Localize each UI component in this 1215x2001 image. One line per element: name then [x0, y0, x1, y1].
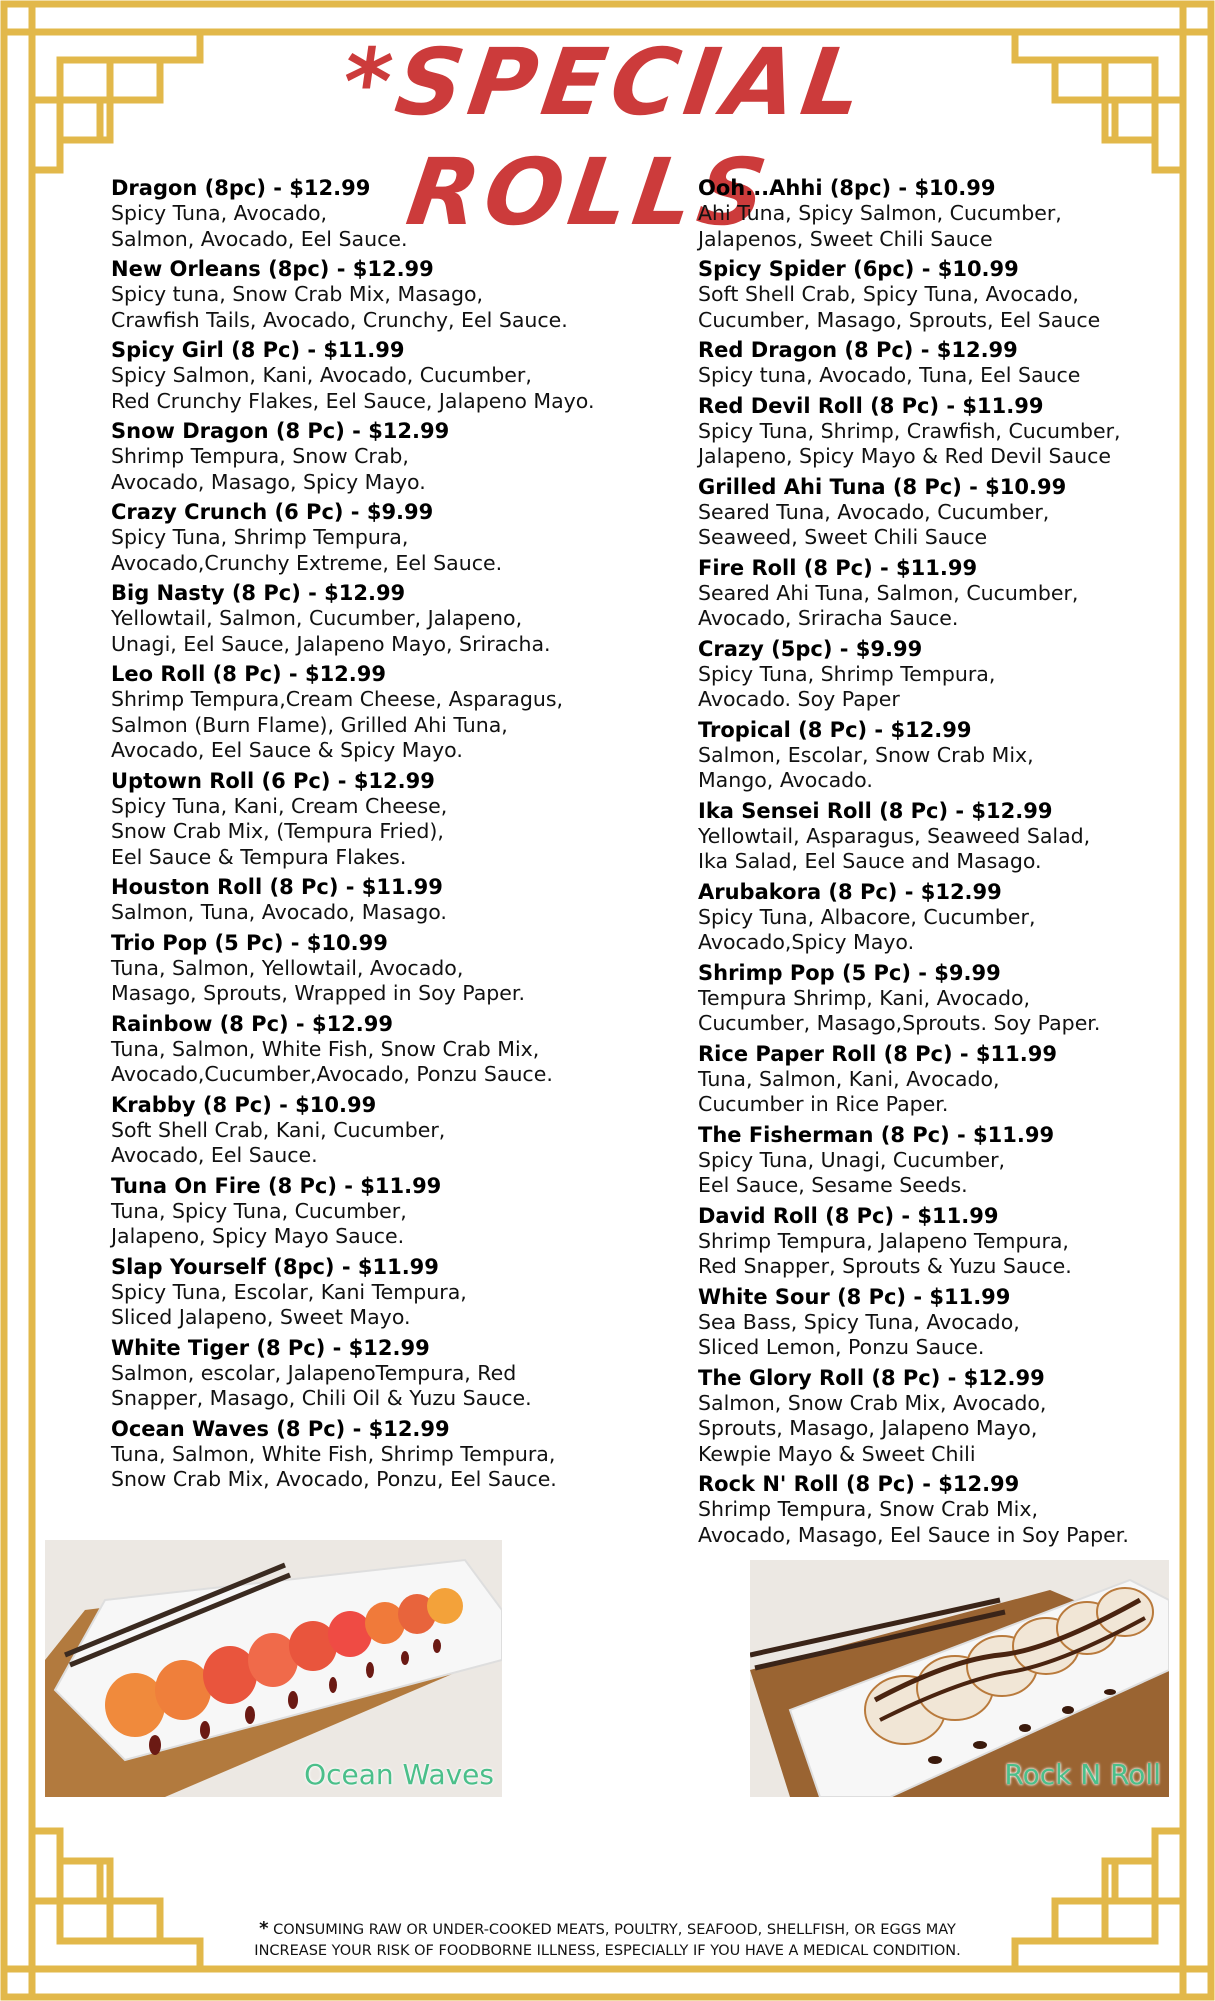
menu-item-description: Spicy Tuna, Unagi, Cucumber, Eel Sauce, Sesame Seeds. [698, 1147, 1006, 1197]
menu-item [111, 769, 671, 871]
menu-item [111, 1417, 671, 1493]
menu-item-description: Shrimp Tempura, Snow Crab, Avocado, Masago, Spicy Mayo. [111, 444, 426, 494]
menu-item [698, 1123, 1178, 1199]
menu-item-description: Sea Bass, Spicy Tuna, Avocado, Sliced Lemon, Ponzu Sauce. [698, 1309, 1020, 1359]
menu-item-description: Tuna, Spicy Tuna, Cucumber, Jalapeno, Spicy Mayo Sauce. [111, 1198, 407, 1248]
menu-item-name: Uptown Roll (6 Pc) - $12.99 [111, 768, 435, 793]
menu-item-name: Dragon (8pc) - $12.99 [111, 176, 371, 200]
menu-item-description: Spicy Tuna, Kani, Cream Cheese, Snow Crab Mix, (Tempura Fried), Eel Sauce & Tempura Flakes. [111, 793, 448, 869]
menu-item [698, 1204, 1178, 1280]
menu-item [698, 799, 1178, 875]
menu-item [698, 880, 1178, 956]
menu-item-name: Trio Pop (5 Pc) - $10.99 [111, 930, 388, 955]
menu-item [698, 176, 1178, 252]
menu-item-name: White Tiger (8 Pc) - $12.99 [111, 1335, 430, 1360]
menu-item-name: Grilled Ahi Tuna (8 Pc) - $10.99 [698, 474, 1067, 499]
menu-item [698, 961, 1178, 1037]
menu-item-description: Tuna, Salmon, White Fish, Shrimp Tempura, Snow Crab Mix, Avocado, Ponzu, Eel Sauce. [111, 1441, 557, 1491]
menu-item-description: Salmon, Escolar, Snow Crab Mix, Mango, Avocado. [698, 742, 1034, 792]
menu-item [111, 662, 671, 764]
food-safety-disclaimer [160, 1918, 1055, 1962]
menu-item [698, 637, 1178, 713]
menu-column-right [698, 176, 1178, 1553]
menu-item-description: Shrimp Tempura, Jalapeno Tempura, Red Snapper, Sprouts & Yuzu Sauce. [698, 1228, 1072, 1278]
menu-item [111, 338, 671, 414]
menu-item-description: Tuna, Salmon, White Fish, Snow Crab Mix, Avocado,Cucumber,Avocado, Ponzu Sauce. [111, 1036, 553, 1086]
menu-item-name: Ocean Waves (8 Pc) - $12.99 [111, 1416, 450, 1441]
menu-item-description: Spicy Tuna, Shrimp, Crawfish, Cucumber, Jalapeno, Spicy Mayo & Red Devil Sauce [698, 418, 1121, 468]
menu-item-name: Houston Roll (8 Pc) - $11.99 [111, 875, 443, 899]
menu-item [698, 1285, 1178, 1361]
menu-item-description: Soft Shell Crab, Spicy Tuna, Avocado, Cucumber, Masago, Sprouts, Eel Sauce [698, 282, 1101, 332]
menu-item-name: Tropical (8 Pc) - $12.99 [698, 717, 972, 742]
disclaimer-asterisk: * [259, 1918, 269, 1939]
menu-item [698, 1472, 1178, 1548]
menu-item [111, 419, 671, 495]
menu-item [698, 257, 1178, 333]
menu-item-description: Yellowtail, Asparagus, Seaweed Salad, Ika Salad, Eel Sauce and Masago. [698, 823, 1091, 873]
page-title: *SPECIAL ROLLS [335, 29, 875, 246]
menu-item-description: Spicy tuna, Snow Crab Mix, Masago, Crawfish Tails, Avocado, Crunchy, Eel Sauce. [111, 282, 568, 332]
menu-item-description: Ahi Tuna, Spicy Salmon, Cucumber, Jalapenos, Sweet Chili Sauce [698, 201, 1062, 251]
menu-item [698, 556, 1178, 632]
menu-item-name: Big Nasty (8 Pc) - $12.99 [111, 581, 406, 605]
menu-item-name: Crazy (5pc) - $9.99 [698, 636, 923, 661]
menu-item-description: Salmon, escolar, JalapenoTempura, Red Snapper, Masago, Chili Oil & Yuzu Sauce. [111, 1360, 532, 1410]
menu-item-description: Salmon, Tuna, Avocado, Masago. [111, 900, 447, 924]
ocean-waves-photo [45, 1540, 502, 1797]
menu-item-description: Soft Shell Crab, Kani, Cucumber, Avocado, Eel Sauce. [111, 1117, 446, 1167]
menu-item-name: Fire Roll (8 Pc) - $11.99 [698, 555, 978, 580]
menu-item [111, 500, 671, 576]
menu-item-name: Ooh...Ahhi (8pc) - $10.99 [698, 176, 996, 200]
menu-item [698, 338, 1178, 389]
menu-item-description: Shrimp Tempura,Cream Cheese, Asparagus, Salmon (Burn Flame), Grilled Ahi Tuna, Avocado, Eel Sauce & Spicy Mayo. [111, 687, 564, 762]
menu-item-name: Arubakora (8 Pc) - $12.99 [698, 879, 1002, 904]
menu-column-left [111, 176, 671, 1498]
menu-item-description: Spicy Tuna, Shrimp Tempura, Avocado,Crunchy Extreme, Eel Sauce. [111, 525, 503, 575]
menu-item-description: Tuna, Salmon, Kani, Avocado, Cucumber in Rice Paper. [698, 1066, 1000, 1116]
disclaimer-line-2: INCREASE YOUR RISK OF FOODBORNE ILLNESS, ESPECIALLY IF YOU HAVE A MEDICAL CONDITION. [254, 1943, 961, 1959]
menu-item [111, 1093, 671, 1169]
menu-item-description: Spicy Tuna, Shrimp Tempura, Avocado. Soy Paper [698, 661, 996, 711]
menu-item-name: Red Devil Roll (8 Pc) - $11.99 [698, 393, 1044, 418]
menu-item [111, 1255, 671, 1331]
menu-item-name: White Sour (8 Pc) - $11.99 [698, 1284, 1011, 1309]
menu-item-description: Seared Tuna, Avocado, Cucumber, Seaweed, Sweet Chili Sauce [698, 499, 1050, 549]
menu-item [698, 1042, 1178, 1118]
menu-item [698, 1366, 1178, 1468]
menu-item [111, 1336, 671, 1412]
menu-item-name: Spicy Spider (6pc) - $10.99 [698, 257, 1019, 281]
menu-item-name: David Roll (8 Pc) - $11.99 [698, 1203, 999, 1228]
menu-item-description: Spicy Tuna, Albacore, Cucumber, Avocado,Spicy Mayo. [698, 904, 1036, 954]
menu-item [111, 257, 671, 333]
menu-item-name: Snow Dragon (8 Pc) - $12.99 [111, 419, 450, 443]
menu-item-name: Rainbow (8 Pc) - $12.99 [111, 1011, 393, 1036]
menu-item-description: Spicy Tuna, Escolar, Kani Tempura, Sliced Jalapeno, Sweet Mayo. [111, 1279, 467, 1329]
ocean-waves-caption: Ocean Waves [304, 1758, 494, 1791]
menu-item-description: Tuna, Salmon, Yellowtail, Avocado, Masago, Sprouts, Wrapped in Soy Paper. [111, 955, 525, 1005]
rock-n-roll-caption: Rock N Roll [1004, 1758, 1161, 1791]
menu-item-description: Seared Ahi Tuna, Salmon, Cucumber, Avocado, Sriracha Sauce. [698, 580, 1079, 630]
menu-item [698, 394, 1178, 470]
menu-item-description: Yellowtail, Salmon, Cucumber, Jalapeno, Unagi, Eel Sauce, Jalapeno Mayo, Sriracha. [111, 606, 551, 656]
menu-item [111, 1174, 671, 1250]
menu-item-name: The Glory Roll (8 Pc) - $12.99 [698, 1365, 1045, 1390]
menu-item-name: Leo Roll (8 Pc) - $12.99 [111, 662, 386, 686]
menu-item [698, 718, 1178, 794]
menu-item-name: Slap Yourself (8pc) - $11.99 [111, 1254, 439, 1279]
menu-item-name: Ika Sensei Roll (8 Pc) - $12.99 [698, 798, 1053, 823]
menu-item-name: Rice Paper Roll (8 Pc) - $11.99 [698, 1041, 1057, 1066]
menu-item-description: Spicy Tuna, Avocado, Salmon, Avocado, Eel Sauce. [111, 201, 408, 251]
menu-item-name: The Fisherman (8 Pc) - $11.99 [698, 1122, 1055, 1147]
menu-item [111, 581, 671, 657]
menu-item-description: Salmon, Snow Crab Mix, Avocado, Sprouts, Masago, Jalapeno Mayo, Kewpie Mayo & Sweet Chili [698, 1390, 1047, 1466]
rock-n-roll-photo [750, 1560, 1169, 1797]
menu-item [111, 875, 671, 926]
menu-item-description: Shrimp Tempura, Snow Crab Mix, Avocado, Masago, Eel Sauce in Soy Paper. [698, 1497, 1129, 1547]
menu-item-description: Tempura Shrimp, Kani, Avocado, Cucumber, Masago,Sprouts. Soy Paper. [698, 985, 1101, 1035]
menu-item-name: Crazy Crunch (6 Pc) - $9.99 [111, 500, 434, 524]
menu-item-description: Spicy tuna, Avocado, Tuna, Eel Sauce [698, 363, 1081, 387]
menu-item-name: Shrimp Pop (5 Pc) - $9.99 [698, 960, 1001, 985]
menu-item [111, 1012, 671, 1088]
menu-item-name: Krabby (8 Pc) - $10.99 [111, 1092, 377, 1117]
menu-item [698, 475, 1178, 551]
menu-item-description: Spicy Salmon, Kani, Avocado, Cucumber, Red Crunchy Flakes, Eel Sauce, Jalapeno Mayo. [111, 363, 595, 413]
menu-item-name: Spicy Girl (8 Pc) - $11.99 [111, 338, 405, 362]
menu-item-name: New Orleans (8pc) - $12.99 [111, 257, 434, 281]
menu-item-name: Red Dragon (8 Pc) - $12.99 [698, 338, 1018, 362]
menu-item-name: Rock N' Roll (8 Pc) - $12.99 [698, 1472, 1020, 1496]
menu-item-name: Tuna On Fire (8 Pc) - $11.99 [111, 1173, 442, 1198]
disclaimer-line-1: CONSUMING RAW OR UNDER-COOKED MEATS, POULTRY, SEAFOOD, SHELLFISH, OR EGGS MAY [273, 1922, 956, 1938]
menu-item [111, 176, 671, 252]
menu-item [111, 931, 671, 1007]
